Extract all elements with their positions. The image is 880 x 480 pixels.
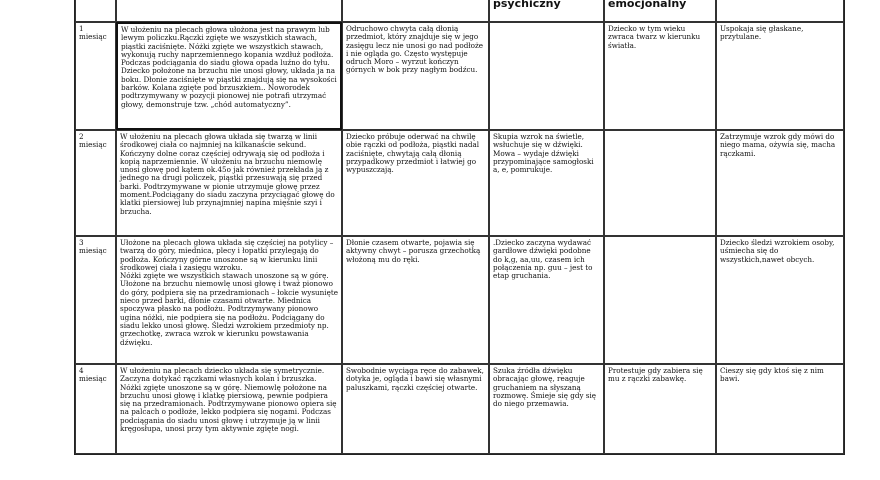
age-cell: 3 miesiąc — [75, 236, 116, 364]
psych-cell: Szuka źródła dźwięku obracając głowę, reaguje gruchaniem na słyszaną rozmowę. Śmieje się gdy się do niego przemawia. — [489, 364, 604, 454]
emotional-cell — [604, 130, 716, 236]
motor-cell: W ułożeniu na plecach głowa układa się twarzą w linii środkowej ciała co najmniej na kilkanaście sekund. Kończyny dolne coraz częściej odrywają się od podłoża i kopią naprzemiennie. W ułożeniu na brzuchu niemowlę unosi głowę pod kątem ok.45o jak również przekłada ją z jednego na drugi policzek, piąstki przesuwają się przed barki. Podtrzymywane w pionie utrzymuje głowę przez moment.Podciągany do siadu zaczyna przyciągać głowę do klatki piersiowej lub przynajmniej napina mięśnie szyi i brzucha. — [116, 130, 342, 236]
manual-cell: Swobodnie wyciąga ręce do zabawek, dotyka je, ogląda i bawi się własnymi paluszkami, rączki częściej otwarte. — [342, 364, 489, 454]
header-cell-age — [75, 0, 116, 22]
psych-cell: Skupia wzrok na świetle, wsłuchuje się w dźwięki. Mowa – wydaje dźwięki przypominające samogłoski a, e, pomrukuje. — [489, 130, 604, 236]
header-cell-psych — [489, 0, 604, 22]
motor-cell: Ułożone na plecach głowa układa się częściej na potylicy – twarzą do góry, miednica, plecy i łopatki przylegają do podłoża. Kończyny górne unoszone są w kierunku linii środkowej ciała i zasięgu wzroku. Nóżki zgięte we wszystkich stawach unoszone są w górę. Ułożone na brzuchu niemowlę unosi głowę i tważ pionowo do góry, podpiera się na przedramionach – łokcie wysunięte nieco przed barki, dłonie czasami otwarte. Miednica spoczywa płasko na podłożu. Podtrzymywany pionowo ugina nóżki, nie podpiera się na podłożu. Podciągany do siadu lekko unosi głowę. Śledzi wzrokiem przedmioty np. grzechotkę, zwraca wzrok w kierunku powstawania dźwięku. — [116, 236, 342, 364]
motor-cell: W ułożeniu na plecach dziecko układa się symetrycznie. Zaczyna dotykać rączkami własnych kolan i brzuszka. Nóżki zgięte unoszone są w górę. Niemowlę położone na brzuchu unosi głowę i klatkę piersiową, pewnie podpiera się na przedramionach. Podtrzymywane pionowo opiera się na palcach o podłoże, lekko podpiera się nogami. Podczas podciągania do siadu unosi głowę i utrzymuje ją w linii kręgosłupa, unosi przy tym aktywnie zgięte nogi. — [116, 364, 342, 454]
social-cell: Dziecko śledzi wzrokiem osoby, uśmiecha się do wszystkich,nawet obcych. — [716, 236, 844, 364]
header-cell-manual — [342, 0, 489, 22]
manual-cell: Dłonie czasem otwarte, pojawia się aktywny chwyt – porusza grzechotką włożoną mu do ręki. — [342, 236, 489, 364]
psych-cell — [489, 22, 604, 130]
emotional-cell: Protestuje gdy zabiera się mu z rączki zabawkę. — [604, 364, 716, 454]
header-cell-social — [716, 0, 844, 22]
manual-cell: Odruchowo chwyta całą dłonią przedmiot, który znajduje się w jego zasięgu lecz nie unosi go nad podłoże i nie ogląda go. Często występuje odruch Moro – wyrzut kończyn górnych w bok przy nagłym bodźcu. — [342, 22, 489, 130]
table-row — [75, 364, 844, 454]
header-emotional-label: emocjonalny — [608, 0, 687, 10]
table-row — [75, 130, 844, 236]
age-cell: 1 miesiąc — [75, 22, 116, 130]
table-row — [75, 236, 844, 364]
manual-cell: Dziecko próbuje oderwać na chwilę obie rączki od podłoża, piąstki nadal zaciśnięte, chwytają całą dłonią przypadkowy przedmiot i łatwiej go wypuszczają. — [342, 130, 489, 236]
motor-cell: W ułożeniu na plecach głowa ułożona jest na prawym lub lewym policzku.Rączki zgięte we wszystkich stawach, piąstki zaciśnięte. Nóżki zgięte we wszystkich stawach, wykonują ruchy naprzemiennego kopania wzdłuż podłoża. Podczas podciągania do siadu głowa opada luźno do tyłu. Dziecko położone na brzuchu nie unosi głowy, układa ja na boku. Dłonie zaciśnięte w piąstki znajdują się na wysokości barków. Kolana zgięte pod brzuszkiem.. Noworodek podtrzymywany w pozycji pionowej nie potrafi utrzymać głowy, demonstruje tzw. „chód automatyczny”. — [116, 22, 342, 130]
social-cell: Uspokaja się głaskane, przytulane. — [716, 22, 844, 130]
development-table — [74, 0, 845, 455]
table-row — [75, 22, 844, 130]
social-cell: Zatrzymuje wzrok gdy mówi do niego mama, ożywia się, macha rączkami. — [716, 130, 844, 236]
emotional-cell: Dziecko w tym wieku zwraca twarz w kierunku światła. — [604, 22, 716, 130]
header-cell-motor — [116, 0, 342, 22]
header-psych-label: psychiczny — [493, 0, 561, 10]
psych-cell: .Dziecko zaczyna wydawać gardłowe dźwięki podobne do k,g, aa,uu, czasem ich połączenia np. guu – jest to etap gruchania. — [489, 236, 604, 364]
social-cell: Cieszy się gdy ktoś się z nim bawi. — [716, 364, 844, 454]
emotional-cell — [604, 236, 716, 364]
age-cell: 2 miesiąc — [75, 130, 116, 236]
table-header-row — [75, 0, 844, 22]
age-cell: 4 miesiąc — [75, 364, 116, 454]
header-cell-emotional — [604, 0, 716, 22]
